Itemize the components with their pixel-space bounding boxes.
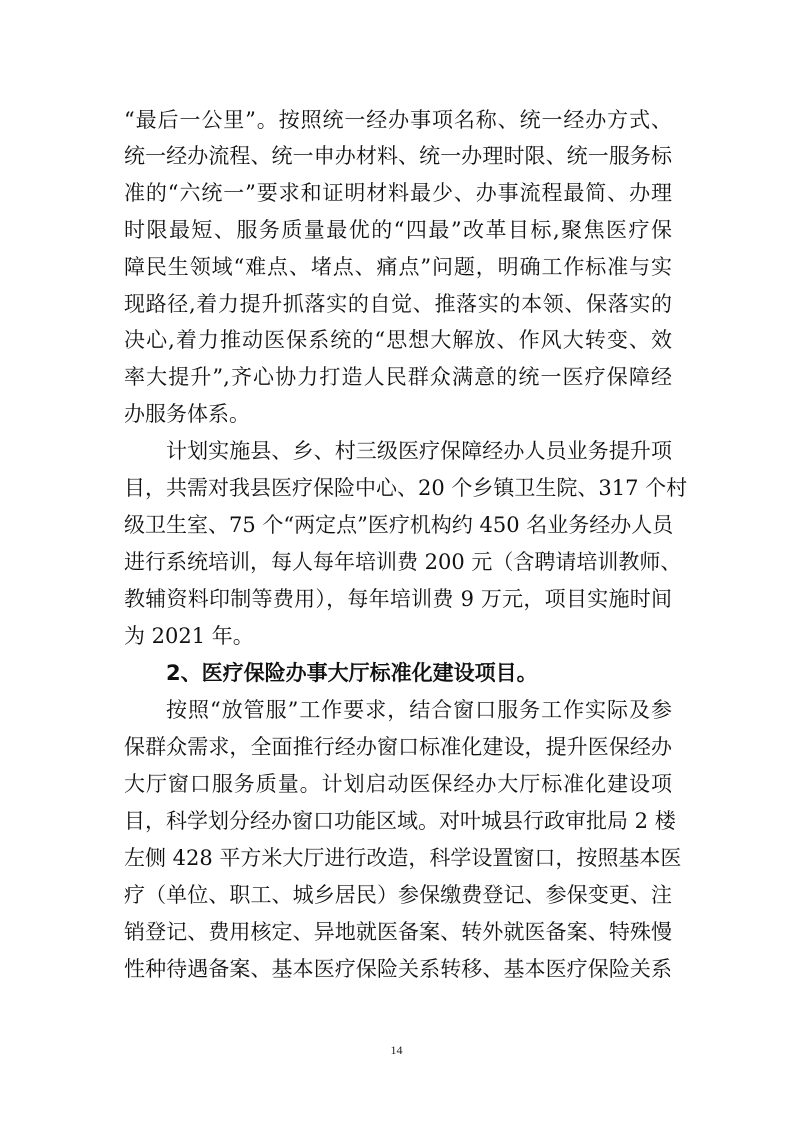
text-line: 保群众需求，全面推行经办窗口标准化建设，提升医保经办 [124, 735, 672, 759]
text-line: 统一经办流程、统一申办材料、统一办理时限、统一服务标 [124, 144, 672, 168]
text-line: 销登记、费用核定、异地就医备案、转外就医备案、特殊慢 [124, 920, 672, 944]
text-line: 疗（单位、职工、城乡居民）参保缴费登记、参保变更、注 [124, 883, 672, 907]
text-line: 教辅资料印制等费用），每年培训费 9 万元，项目实施时间 [124, 587, 672, 611]
text-line: “最后一公里”。按照统一经办事项名称、统一经办方式、 [124, 108, 672, 132]
text-line: 办服务体系。 [124, 402, 250, 426]
text-line: 计划实施县、乡、村三级医疗保障经办人员业务提升项 [166, 439, 672, 463]
page-number: 14 [390, 1043, 403, 1057]
text-line: 准的“六统一”要求和证明材料最少、办事流程最简、办理 [124, 181, 672, 205]
text-line: 性种待遇备案、基本医疗保险关系转移、基本医疗保险关系 [124, 957, 672, 981]
text-line: 大厅窗口服务质量。计划启动医保经办大厅标准化建设项 [124, 772, 672, 796]
text-line: 级卫生室、75 个“两定点”医疗机构约 450 名业务经办人员 [124, 513, 674, 537]
text-line: 时限最短、服务质量最优的“四最”改革目标,聚焦医疗保 [124, 218, 672, 242]
text-line: 决心,着力推动医保系统的“思想大解放、作风大转变、效 [124, 328, 672, 352]
text-line: 为 2021 年。 [124, 624, 254, 648]
text-line: 目，共需对我县医疗保险中心、20 个乡镇卫生院、317 个村 [124, 476, 688, 500]
text-line: 进行系统培训，每人每年培训费 200 元（含聘请培训教师、 [124, 550, 682, 574]
text-line: 障民生领域“难点、堵点、痛点”问题，明确工作标准与实 [124, 255, 672, 279]
text-line: 现路径,着力提升抓落实的自觉、推落实的本领、保落实的 [124, 292, 672, 316]
text-line: 左侧 428 平方米大厅进行改造，科学设置窗口，按照基本医 [124, 846, 682, 870]
text-line: 目，科学划分经办窗口功能区域。对叶城县行政审批局 2 楼 [124, 809, 676, 833]
section-heading: 2、医疗保险办事大厅标准化建设项目。 [166, 661, 538, 685]
text-line: 率大提升”,齐心协力打造人民群众满意的统一医疗保障经 [124, 365, 672, 389]
text-line: 按照“放管服”工作要求，结合窗口服务工作实际及参 [166, 698, 672, 722]
